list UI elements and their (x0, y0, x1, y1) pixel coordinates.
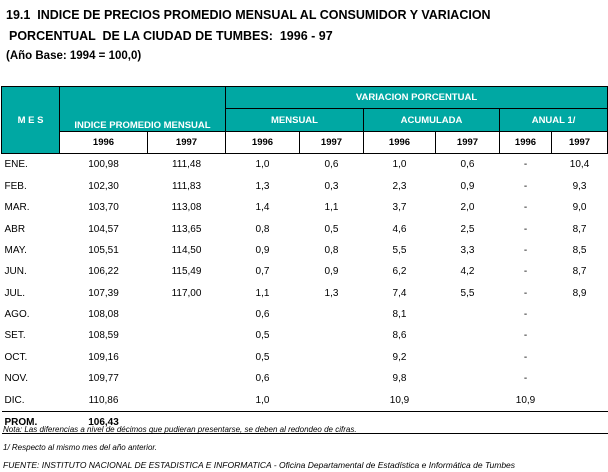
cell-index-1996: 100,98 (88, 159, 119, 171)
cell-monthly-1996: 1,0 (255, 394, 270, 406)
cell-monthly-1996: 0,8 (255, 223, 270, 235)
cell-monthly-1997 (300, 368, 364, 389)
cell-annual-1996: - (523, 330, 528, 342)
table-title-line1: 19.1 INDICE DE PRECIOS PROMEDIO MENSUAL AL CONSUMIDOR Y VARIACION (6, 8, 491, 22)
header-anual: ANUAL 1/ (500, 109, 608, 131)
cell-annual-1997 (552, 347, 608, 368)
header-mensual-1997: 1997 (300, 131, 364, 153)
cell-cumulative-1996: 7,4 (392, 287, 407, 299)
cell-annual-1997: 9,3 (572, 180, 587, 192)
header-acumulada: ACUMULADA (364, 109, 500, 131)
cell-month: OCT. (4, 351, 28, 363)
cell-index-1996: 104,57 (88, 223, 119, 235)
cell-annual-1997: 8,5 (572, 244, 587, 256)
header-indice: INDICE PROMEDIO MENSUAL (60, 87, 226, 132)
cell-index-1996: 103,70 (88, 202, 119, 214)
cell-cumulative-1996: 5,5 (392, 244, 407, 256)
table-row (2, 197, 608, 218)
cell-cumulative-1997: 5,5 (460, 287, 475, 299)
cell-annual-1996: - (523, 202, 528, 214)
cell-cumulative-1996: 9,2 (392, 351, 407, 363)
header-mes: M E S (2, 87, 60, 154)
cell-monthly-1997 (300, 347, 364, 368)
cell-index-1997: 117,00 (171, 287, 202, 299)
cell-index-1997: 111,48 (171, 159, 202, 171)
cell-cumulative-1997: 0,6 (460, 159, 475, 171)
cell-month: JUN. (4, 266, 27, 278)
cell-monthly-1996: 1,4 (255, 202, 270, 214)
cell-cumulative-1996: 8,6 (392, 330, 407, 342)
table-row (2, 347, 608, 368)
cell-annual-1997: 9,0 (572, 202, 587, 214)
cell-monthly-1996: 0,9 (255, 244, 270, 256)
cell-cumulative-1996: 1,0 (392, 159, 407, 171)
cell-annual-1996: - (523, 266, 528, 278)
table-row (2, 261, 608, 282)
cell-index-1997: 113,08 (171, 202, 202, 214)
cell-index-1996: 107,39 (88, 287, 119, 299)
cell-monthly-1997 (300, 325, 364, 346)
cell-cumulative-1996: 8,1 (392, 309, 407, 321)
header-variacion: VARIACION PORCENTUAL (226, 87, 608, 109)
cell-annual-1997: 8,7 (572, 223, 587, 235)
annual-footnote: 1/ Respecto al mismo mes del año anterior. (3, 443, 157, 452)
rounding-note: Nota: Las diferencias a nivel de décimos que pudieran presentarse, se deben al redondeo de cifras. (3, 425, 357, 434)
cell-annual-1997 (552, 325, 608, 346)
header-mensual-1996: 1996 (226, 131, 300, 153)
table-row (2, 389, 608, 411)
table-row (2, 240, 608, 261)
cell-month: MAR. (4, 202, 30, 214)
cell-index-1996: 109,16 (88, 351, 119, 363)
cell-index-1996: 102,30 (88, 180, 119, 192)
cell-monthly-1997: 0,3 (324, 180, 339, 192)
cell-annual-1996: - (523, 180, 528, 192)
cell-cumulative-1996: 2,3 (392, 180, 407, 192)
cell-index-1996: 110,86 (88, 394, 119, 406)
cell-month: SET. (4, 330, 26, 342)
cell-index-1997: 114,50 (171, 244, 202, 256)
cell-cumulative-1997 (436, 389, 500, 411)
cell-annual-1996: - (523, 309, 528, 321)
cell-monthly-1997 (300, 389, 364, 411)
base-year-note: (Año Base: 1994 = 100,0) (6, 50, 142, 62)
cell-annual-1997 (552, 304, 608, 325)
table-row (2, 325, 608, 346)
table-row (2, 304, 608, 325)
cell-monthly-1997: 0,6 (324, 159, 339, 171)
cell-cumulative-1997: 2,5 (460, 223, 475, 235)
cell-annual-1997: 8,9 (572, 287, 587, 299)
cell-month: ENE. (4, 159, 28, 171)
cell-annual-1996: - (523, 287, 528, 299)
cell-cumulative-1997: 3,3 (460, 244, 475, 256)
cell-cumulative-1996: 6,2 (392, 266, 407, 278)
cell-index-1996: 108,08 (88, 309, 119, 321)
cell-index-1997: 111,83 (171, 180, 202, 192)
cell-annual-1997 (552, 368, 608, 389)
cell-monthly-1996: 0,5 (255, 351, 270, 363)
table-row (2, 218, 608, 239)
cell-month: AGO. (4, 309, 30, 321)
cell-monthly-1997: 1,3 (324, 287, 339, 299)
cell-index-1997 (148, 347, 226, 368)
cell-index-1997: 113,65 (171, 223, 202, 235)
cell-monthly-1997: 0,8 (324, 244, 339, 256)
cell-annual-1997: 8,7 (572, 266, 587, 278)
average-label: PROM. (2, 411, 60, 433)
cell-cumulative-1997 (436, 368, 500, 389)
source-line: FUENTE: INSTITUTO NACIONAL DE ESTADISTICA E INFORMATICA - Oficina Departamental de Estadística e Informática de Tumbes (3, 460, 516, 470)
cell-cumulative-1997 (436, 304, 500, 325)
cell-index-1996: 108,59 (88, 330, 119, 342)
cell-month: NOV. (4, 373, 29, 385)
cell-annual-1997 (552, 389, 608, 411)
cell-annual-1996: 10,9 (515, 394, 536, 406)
cell-annual-1996: - (523, 223, 528, 235)
cell-index-1996: 109,77 (88, 373, 119, 385)
cell-monthly-1997: 0,5 (324, 223, 339, 235)
cell-monthly-1997 (300, 304, 364, 325)
cell-cumulative-1996: 10,9 (389, 394, 410, 406)
cell-index-1997 (148, 304, 226, 325)
header-indice-1996: 1996 (60, 131, 148, 153)
header-anual-1997: 1997 (552, 131, 608, 153)
header-acumulada-1997: 1997 (436, 131, 500, 153)
cell-annual-1996: - (523, 373, 528, 385)
cell-cumulative-1997 (436, 325, 500, 346)
cell-monthly-1996: 1,1 (255, 287, 270, 299)
cell-month: MAY. (4, 244, 27, 256)
cell-monthly-1996: 1,0 (255, 159, 270, 171)
cell-cumulative-1996: 9,8 (392, 373, 407, 385)
cell-annual-1997: 10,4 (569, 159, 590, 171)
cell-cumulative-1997: 4,2 (460, 266, 475, 278)
cell-index-1996: 106,22 (88, 266, 119, 278)
cell-month: DIC. (4, 394, 25, 406)
cell-month: JUL. (4, 287, 26, 299)
table-row (2, 368, 608, 389)
header-mensual: MENSUAL (226, 109, 364, 131)
table-title-line2: PORCENTUAL DE LA CIUDAD DE TUMBES: 1996 - 97 (9, 29, 333, 43)
cell-monthly-1996: 0,6 (255, 373, 270, 385)
cell-cumulative-1997: 0,9 (460, 180, 475, 192)
cell-index-1997 (148, 389, 226, 411)
cell-monthly-1996: 0,7 (255, 266, 270, 278)
table-row (2, 154, 608, 176)
header-acumulada-1996: 1996 (364, 131, 436, 153)
cell-cumulative-1996: 4,6 (392, 223, 407, 235)
cell-cumulative-1997 (436, 347, 500, 368)
cell-monthly-1996: 0,5 (255, 330, 270, 342)
price-index-table (1, 86, 608, 434)
cell-index-1997 (148, 325, 226, 346)
cell-month: ABR (4, 223, 26, 235)
table-row (2, 176, 608, 197)
cell-index-1996: 105,51 (88, 244, 119, 256)
header-anual-1996: 1996 (500, 131, 552, 153)
cell-annual-1996: - (523, 351, 528, 363)
cell-annual-1996: - (523, 244, 528, 256)
cell-cumulative-1996: 3,7 (392, 202, 407, 214)
cell-monthly-1996: 0,6 (255, 309, 270, 321)
cell-index-1997 (148, 368, 226, 389)
cell-monthly-1997: 1,1 (324, 202, 339, 214)
header-indice-1997: 1997 (148, 131, 226, 153)
cell-monthly-1997: 0,9 (324, 266, 339, 278)
average-index-1996: 106,43 (60, 411, 148, 433)
cell-cumulative-1997: 2,0 (460, 202, 475, 214)
table-row (2, 283, 608, 304)
cell-index-1997: 115,49 (171, 266, 202, 278)
cell-annual-1996: - (523, 159, 528, 171)
cell-monthly-1996: 1,3 (255, 180, 270, 192)
cell-month: FEB. (4, 180, 27, 192)
